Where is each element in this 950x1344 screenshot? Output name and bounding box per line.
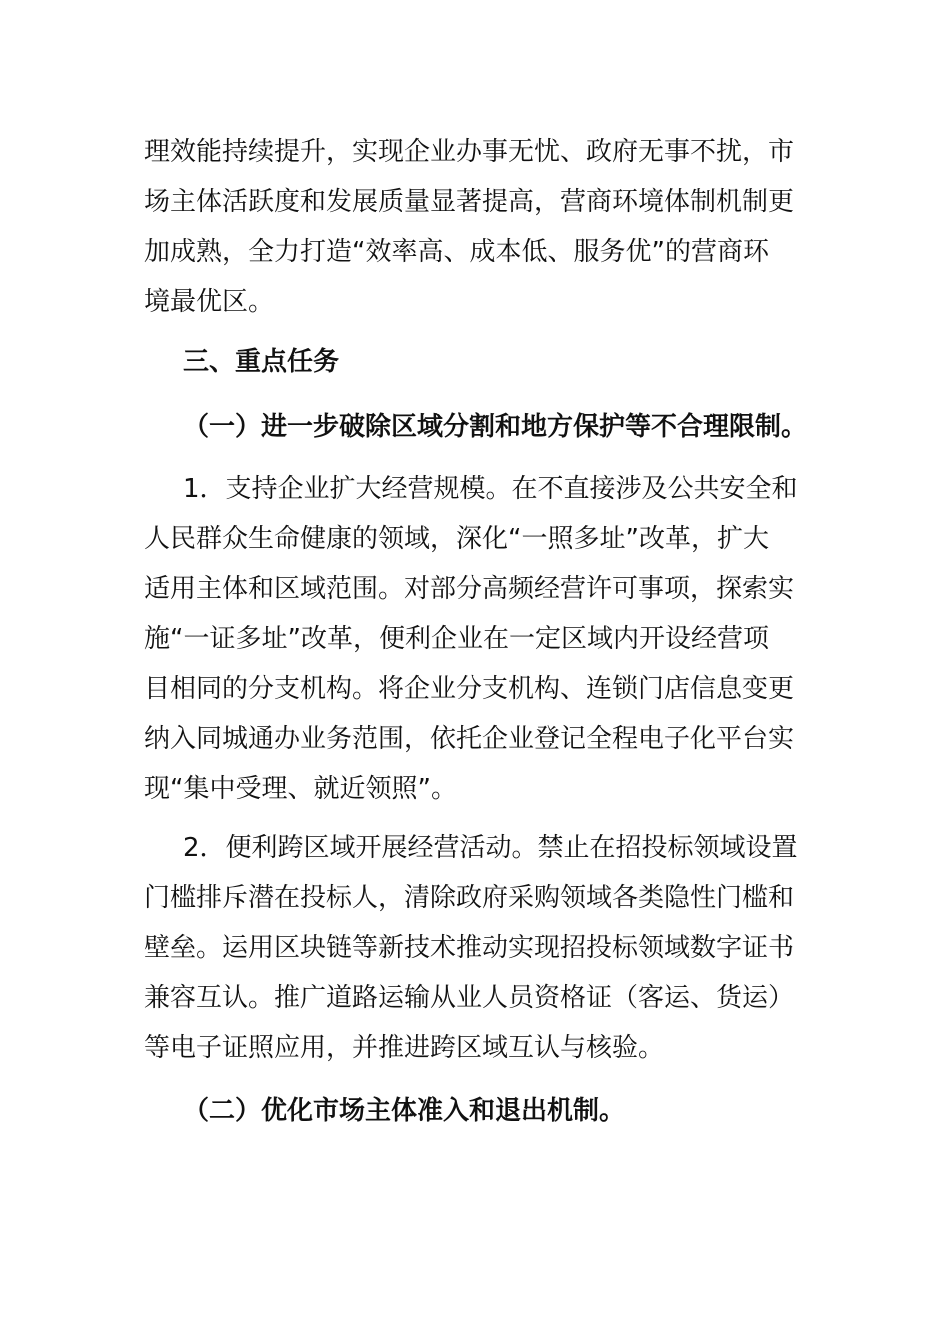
body-text-line: 理效能持续提升，实现企业办事无忧、政府无事不扰，市: [144, 137, 795, 167]
paragraph-first-line: 2．便利跨区域开展经营活动。禁止在招投标领域设置: [183, 833, 798, 863]
section-heading: 三、重点任务: [183, 347, 340, 377]
body-text-line: 现“集中受理、就近领照”。: [144, 774, 457, 804]
body-text-line: 境最优区。: [144, 287, 275, 317]
subsection-heading: （二）优化市场主体准入和退出机制。: [183, 1096, 626, 1126]
body-text-line: 施“一证多址”改革，便利企业在一定区域内开设经营项: [144, 624, 769, 654]
body-text-line: 适用主体和区域范围。对部分高频经营许可事项，探索实: [144, 574, 795, 604]
subsection-heading: （一）进一步破除区域分割和地方保护等不合理限制。: [183, 412, 808, 442]
body-text-line: 门槛排斥潜在投标人，清除政府采购领域各类隐性门槛和: [144, 883, 795, 913]
body-text-line: 等电子证照应用，并推进跨区域互认与核验。: [144, 1033, 665, 1063]
body-text-line: 纳入同城通办业务范围，依托企业登记全程电子化平台实: [144, 724, 795, 754]
body-text-line: 加成熟，全力打造“效率高、成本低、服务优”的营商环: [144, 237, 769, 267]
body-text-line: 壁垒。运用区块链等新技术推动实现招投标领域数字证书: [144, 933, 795, 963]
body-text-line: 人民群众生命健康的领域，深化“一照多址”改革，扩大: [144, 524, 769, 554]
paragraph-first-line: 1．支持企业扩大经营规模。在不直接涉及公共安全和: [183, 474, 798, 504]
body-text-line: 目相同的分支机构。将企业分支机构、连锁门店信息变更: [144, 674, 795, 704]
body-text-line: 兼容互认。推广道路运输从业人员资格证（客运、货运）: [144, 983, 795, 1013]
body-text-line: 场主体活跃度和发展质量显著提高，营商环境体制机制更: [144, 187, 795, 217]
